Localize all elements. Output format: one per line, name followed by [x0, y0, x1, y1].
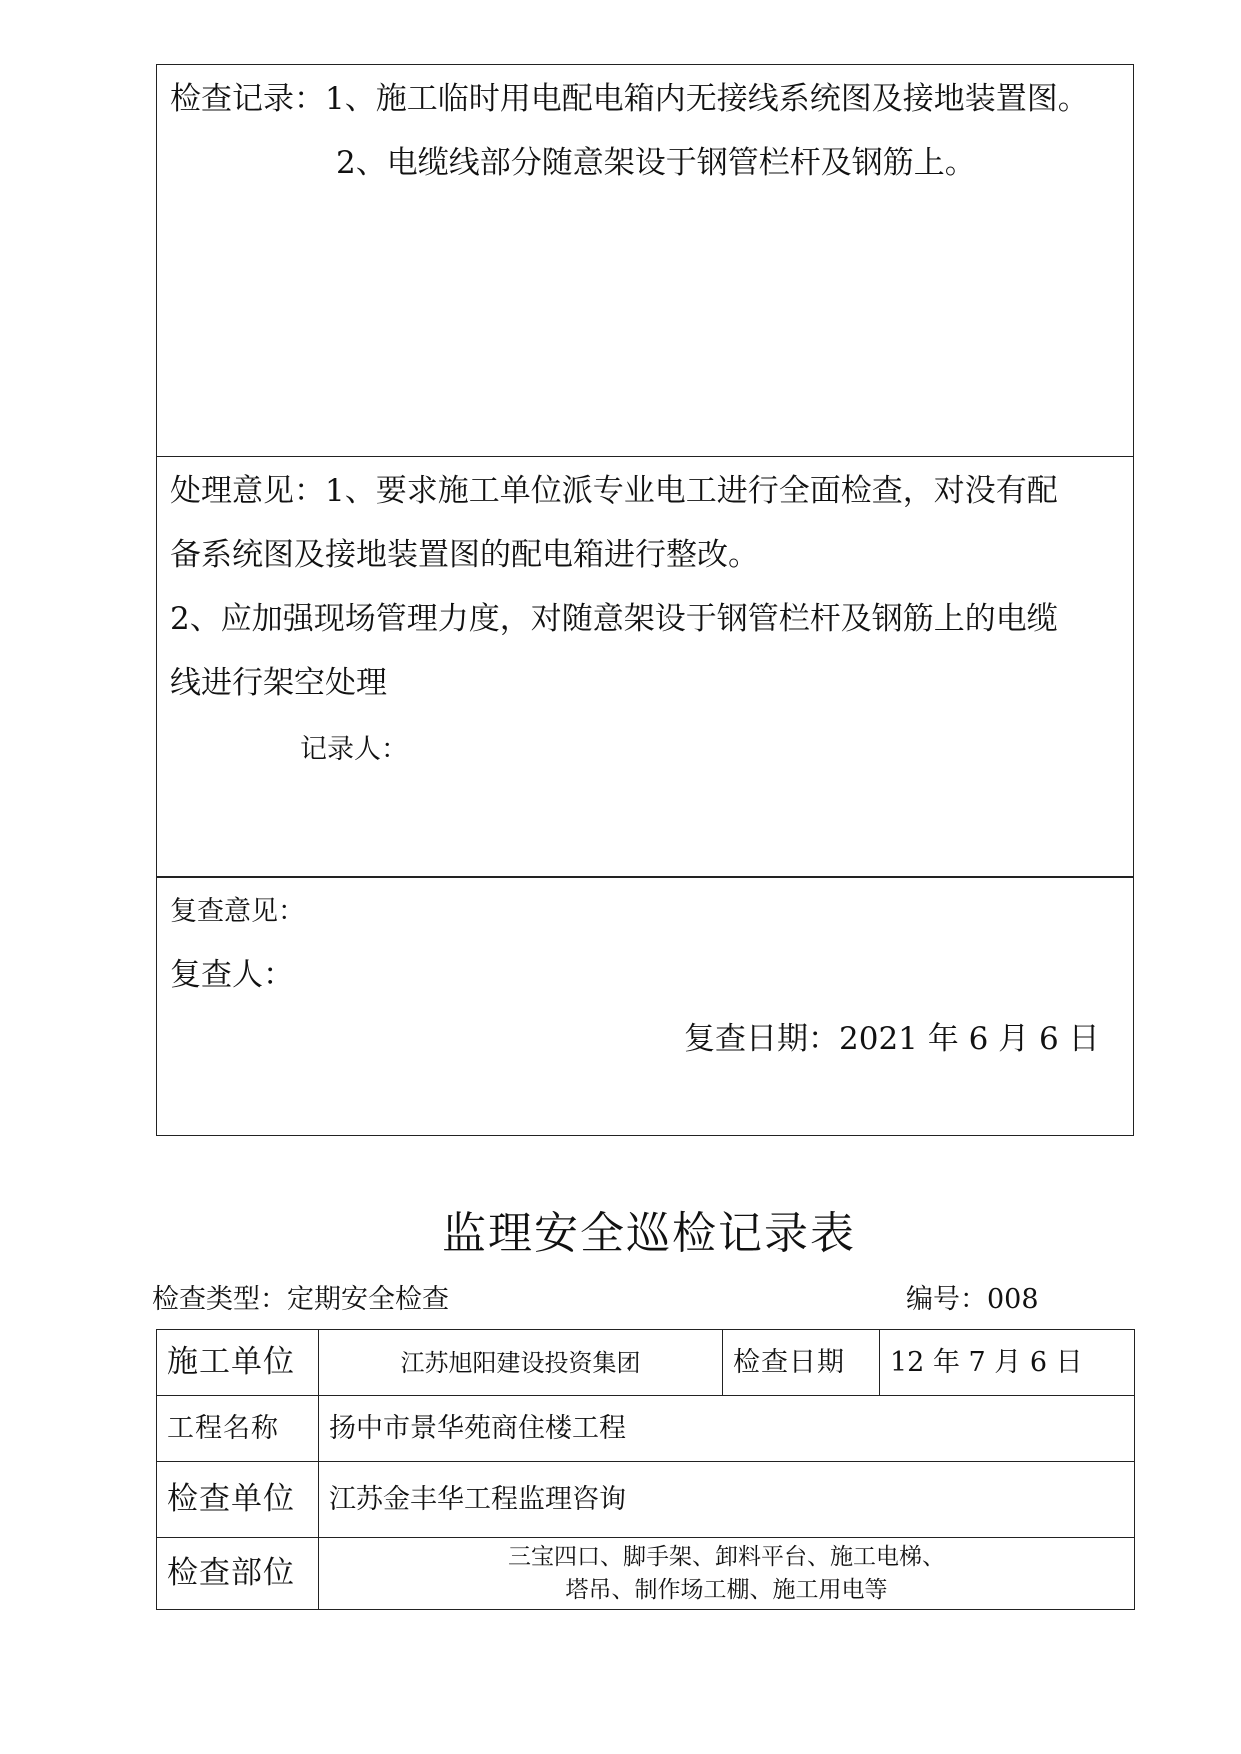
construction-unit-value: 江苏旭阳建设投资集团	[319, 1330, 723, 1396]
construction-unit-label: 施工单位	[157, 1330, 319, 1396]
check-date-value: 12 年 7 月 6 日	[880, 1330, 1135, 1396]
section-divider	[156, 876, 1134, 878]
handling-opinion-line3: 2、应加强现场管理力度，对随意架设于钢管栏杆及钢筋上的电缆	[170, 601, 1058, 637]
inspection-unit-label: 检查单位	[157, 1462, 319, 1538]
inspection-info-table	[156, 1329, 1135, 1610]
reviewer-label: 复查人：	[170, 957, 294, 993]
handling-opinion-line1: 处理意见：1、要求施工单位派专业电工进行全面检查，对没有配	[170, 473, 1058, 509]
inspection-area-line1: 三宝四口、脚手架、卸料平台、施工电梯、	[508, 1544, 945, 1571]
table-row	[157, 1330, 1135, 1396]
check-record-line1: 检查记录：1、施工临时用电配电箱内无接线系统图及接地装置图。	[170, 81, 1089, 117]
serial-number: 编号：008	[906, 1284, 1039, 1315]
check-type: 检查类型：定期安全检查	[152, 1284, 449, 1315]
inspection-area-label: 检查部位	[157, 1538, 319, 1610]
recorder-label: 记录人：	[300, 734, 408, 765]
table-row	[157, 1538, 1135, 1610]
project-name-value: 扬中市景华苑商住楼工程	[319, 1396, 1135, 1462]
table-row	[157, 1462, 1135, 1538]
handling-opinion-line2: 备系统图及接地装置图的配电箱进行整改。	[170, 537, 759, 573]
check-date-label: 检查日期	[723, 1330, 880, 1396]
inspection-unit-value: 江苏金丰华工程监理咨询	[319, 1462, 1135, 1538]
section-divider	[156, 456, 1134, 457]
review-opinion-label: 复查意见：	[170, 896, 305, 927]
check-record-line2: 2、电缆线部分随意架设于钢管栏杆及钢筋上。	[336, 145, 976, 181]
inspection-area-value	[319, 1538, 1135, 1610]
table-row	[157, 1396, 1135, 1462]
project-name-label: 工程名称	[157, 1396, 319, 1462]
review-date: 复查日期：2021 年 6 月 6 日	[684, 1021, 1100, 1057]
inspection-record-form	[156, 64, 1134, 1136]
inspection-area-line2: 塔吊、制作场工棚、施工用电等	[565, 1576, 888, 1603]
form-title: 监理安全巡检记录表	[442, 1208, 856, 1259]
handling-opinion-line4: 线进行架空处理	[170, 665, 387, 701]
